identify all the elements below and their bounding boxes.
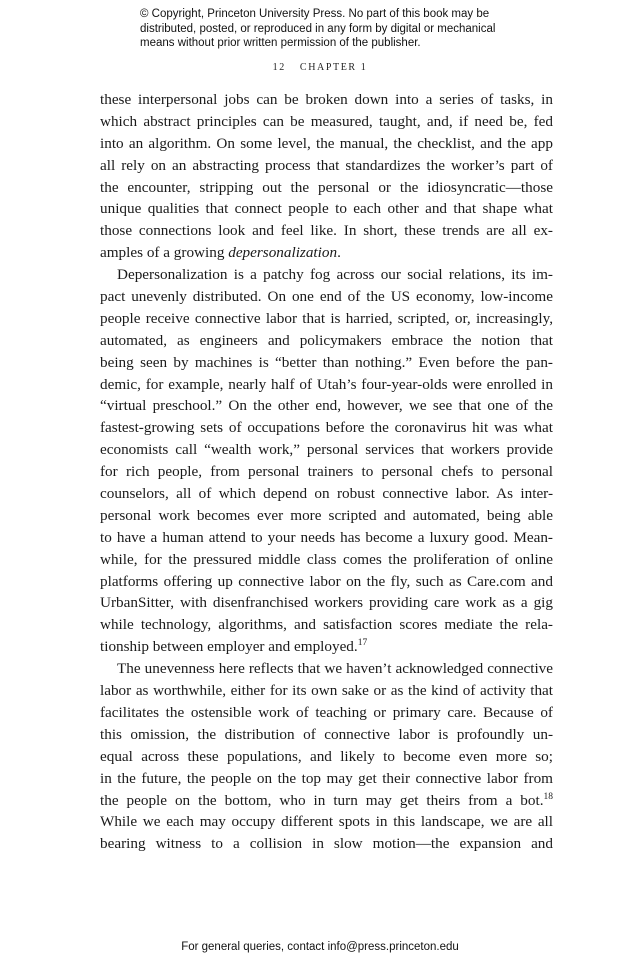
text-line: While we each may occupy different spots in this landscape, we are all — [100, 813, 553, 831]
paragraph-3 — [100, 658, 553, 855]
footnote-ref-18[interactable]: 18 — [543, 791, 553, 802]
copyright-line: means without prior written permission of the publisher. — [140, 37, 421, 49]
text-line: labor as worthwhile, either for its own sake or as the kind of activity that — [100, 682, 553, 700]
text-line — [100, 636, 553, 658]
text-line: demic, for example, nearly half of Utah’s four-year-olds were enrolled in — [100, 375, 553, 393]
text-line: personal work becomes ever more scripted and automated, being able — [100, 506, 553, 524]
text-segment: the people on the bottom, who in turn may get theirs from a bot. — [100, 791, 544, 809]
text-line: those connections look and feel like. In short, these trends are all ex- — [100, 222, 553, 240]
text-line: being seen by machines is “better than nothing.” Even before the pan- — [100, 353, 553, 371]
text-line — [100, 242, 553, 264]
text-line: bearing witness to a collision in slow motion—the expansion and — [100, 835, 553, 853]
text-line: this omission, the distribution of connective labor is profoundly un- — [100, 725, 553, 743]
page-number: 12 — [272, 62, 286, 73]
text-line: unique qualities that connect people to each other and that shape what — [100, 200, 553, 218]
text-segment: . — [337, 244, 341, 262]
text-line: all rely on an abstracting process that standardizes the worker’s part of — [100, 156, 553, 174]
text-line: UrbanSitter, with disenfranchised workers providing care work as a gig — [100, 594, 553, 612]
text-line: Depersonalization is a patchy fog across our social relations, its im- — [117, 266, 553, 284]
paragraph-2 — [100, 264, 553, 658]
body-text — [100, 89, 553, 855]
text-line — [100, 790, 553, 812]
copyright-line: distributed, posted, or reproduced in any form by digital or mechanical — [140, 22, 496, 35]
text-line: fastest-growing sets of occupations before the coronavirus hit was what — [100, 419, 553, 437]
copyright-line: © Copyright, Princeton University Press. No part of this book may be — [140, 8, 490, 20]
text-line: “virtual preschool.” On the other end, however, we see that one of the — [100, 397, 553, 415]
text-line: while, for the pressured middle class comes the proliferation of online — [100, 550, 553, 568]
text-line: automated, as engineers and policymakers embrace the notion that — [100, 331, 553, 349]
text-line: people receive connective labor that is harried, scripted, or, increasingly, — [100, 309, 553, 327]
text-line: for rich people, from personal trainers to personal chefs to personal — [100, 463, 553, 481]
footer-contact: For general queries, contact info@press.princeton.edu — [181, 941, 459, 953]
text-line: which abstract principles can be measured, taught, and, if need be, fed — [100, 112, 553, 130]
text-line: platforms offering up connective labor on the fly, such as Care.com and — [100, 572, 553, 590]
text-line: while technology, algorithms, and satisfaction scores mediate the rela- — [100, 616, 553, 634]
text-line: counselors, all of which depend on robust connective labor. As inter- — [100, 485, 553, 503]
text-line: facilitates the ostensible work of teaching or primary care. Because of — [100, 703, 553, 721]
chapter-label: CHAPTER 1 — [299, 62, 368, 73]
paragraph-1 — [100, 89, 553, 264]
text-line: equal across these populations, and likely to become even more so; — [100, 747, 553, 765]
text-line: to have a human attend to your needs has become a luxury good. Mean- — [100, 528, 553, 546]
copyright-notice — [140, 7, 520, 51]
text-line: these interpersonal jobs can be broken down into a series of tasks, in — [100, 91, 553, 108]
text-line: pact unevenly distributed. On one end of the US economy, low-income — [100, 288, 553, 306]
emphasized-term: depersonalization — [228, 244, 338, 262]
text-line: The unevenness here reflects that we haven’t acknowledged connective — [117, 660, 553, 678]
footnote-ref-17[interactable]: 17 — [357, 638, 368, 649]
text-line: economists call “wealth work,” personal services that workers provide — [100, 441, 553, 459]
text-segment: amples of a growing — [100, 244, 229, 262]
text-line: the encounter, stripping out the personal or the idiosyncratic—those — [100, 178, 553, 196]
text-segment: tionship between employer and employed. — [100, 638, 358, 656]
text-line: into an algorithm. On some level, the manual, the checklist, and the app — [100, 134, 553, 152]
text-line: in the future, the people on the top may get their connective labor from — [100, 769, 553, 787]
running-head — [0, 62, 640, 73]
